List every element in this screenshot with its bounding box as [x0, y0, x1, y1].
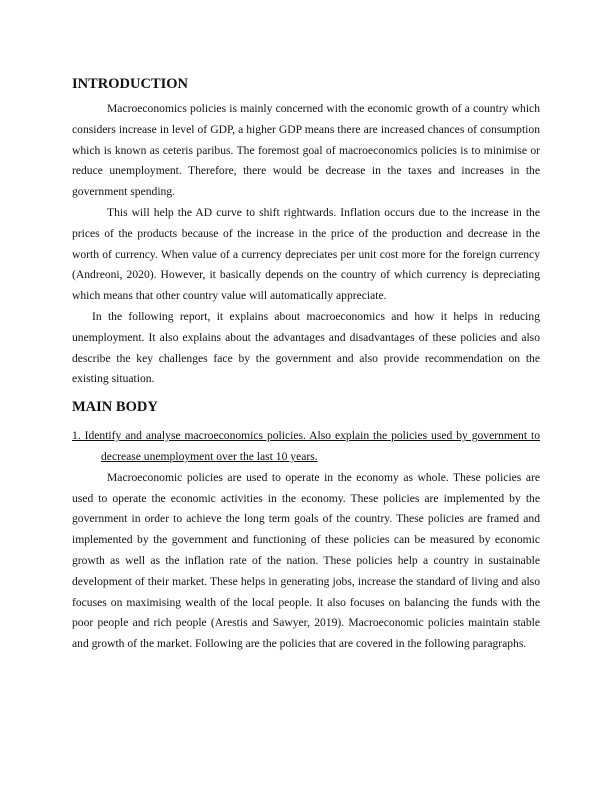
- introduction-heading: INTRODUCTION: [72, 76, 189, 92]
- page-content: [72, 76, 540, 655]
- section-1-heading: 1. Identify and analyse macroeconomics policies. Also explain the policies used by government to decrease unemployment over the last 10 years.: [72, 429, 540, 463]
- intro-paragraph-3: In the following report, it explains about macroeconomics and how it helps in reducing unemployment. It also explains about the advantages and disadvantages of these policies and also describe the key challenges face by the government and also provide recommendation on the existing situation.: [72, 309, 540, 386]
- intro-paragraph-2: This will help the AD curve to shift rightwards. Inflation occurs due to the increase in the prices of the products because of the increase in the price of the production and decrease in the worth of currency. When value of a currency depreciates per unit cost more for the foreign currency (Andreoni, 2020). However, it basically depends on the country of which currency is depreciating which means that other country value will automatically appreciate.: [72, 205, 540, 303]
- main-body-heading: MAIN BODY: [72, 399, 158, 416]
- intro-paragraph-1: Macroeconomics policies is mainly concerned with the economic growth of a country which considers increase in level of GDP, a higher GDP means there are increased chances of consumption which is known as ceteris paribus. The foremost goal of macroeconomics policies is to minimise or reduce unemployment. Therefore, there would be decrease in the taxes and increases in the government spending.: [72, 102, 540, 199]
- section-1-paragraph: Macroeconomic policies are used to operate in the economy as whole. These policies are used to operate the economic activities in the economy. These policies are implemented by the government in order to achieve the long term goals of the country. These policies are framed and implemented by the government and functioning of these policies can be measured by economic growth as well as the inflation rate of the nation. These policies help a country in sustainable development of their market. These helps in generating jobs, increase the standard of living and also focuses on maximising wealth of the local people. It also focuses on balancing the funds with the poor people and rich people (Arestis and Sawyer, 2019). Macroeconomic policies maintain stable and growth of the market. Following are the policies that are covered in the following paragraphs.: [72, 470, 540, 651]
